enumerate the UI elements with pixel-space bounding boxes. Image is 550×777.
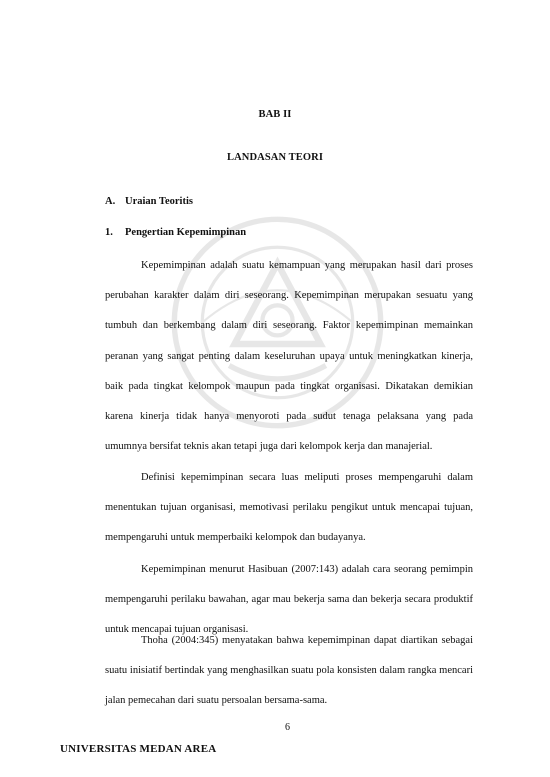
- footer-institution: UNIVERSITAS MEDAN AREA: [60, 743, 217, 755]
- subsection-heading-1: [105, 227, 246, 238]
- page-number: 6: [285, 722, 290, 733]
- subsection-title: Pengertian Kepemimpinan: [125, 227, 247, 238]
- subsection-number: 1.: [105, 227, 113, 238]
- paragraph: Thoha (2004:345) menyatakan bahwa kepemimpinan dapat diartikan sebagai suatu inisiatif bertindak yang menghasilkan suatu pola konsisten dalam rangka mencari jalan pemecahan dari suatu persoalan bersama-sama.: [105, 635, 473, 707]
- paragraph: Kepemimpinan adalah suatu kemampuan yang merupakan hasil dari proses perubahan karakter dalam diri seseorang. Kepemimpinan merupakan sesuatu yang tumbuh dan berkembang dalam diri seseorang. Faktor kepemimpinan memainkan peranan yang sangat penting dalam keseluruhan upaya untuk meningkatkan kinerja, baik pada tingkat kelompok maupun pada tingkat organisasi. Dikatakan demikian karena kinerja tidak hanya menyoroti pada sudut tenaga pelaksana yang pada umumnya bersifat teknis akan tetapi juga dari kelompok kerja dan manajerial.: [105, 260, 473, 453]
- section-title: Uraian Teoritis: [125, 196, 193, 207]
- chapter-heading: LANDASAN TEORI: [226, 152, 324, 163]
- paragraph: Kepemimpinan menurut Hasibuan (2007:143) adalah cara seorang pemimpin mempengaruhi perilaku bawahan, agar mau bekerja sama dan bekerja secara produktif untuk mencapai tujuan organisasi.: [105, 564, 473, 636]
- paragraph: Definisi kepemimpinan secara luas meliputi proses mempengaruhi dalam menentukan tujuan organisasi, memotivasi perilaku pengikut untuk mencapai tujuan, mempengaruhi untuk memperbaiki kelompok dan budayanya.: [105, 472, 473, 544]
- chapter-title: BAB II: [258, 109, 292, 120]
- section-number: A.: [105, 196, 116, 207]
- section-heading-a: [105, 196, 193, 207]
